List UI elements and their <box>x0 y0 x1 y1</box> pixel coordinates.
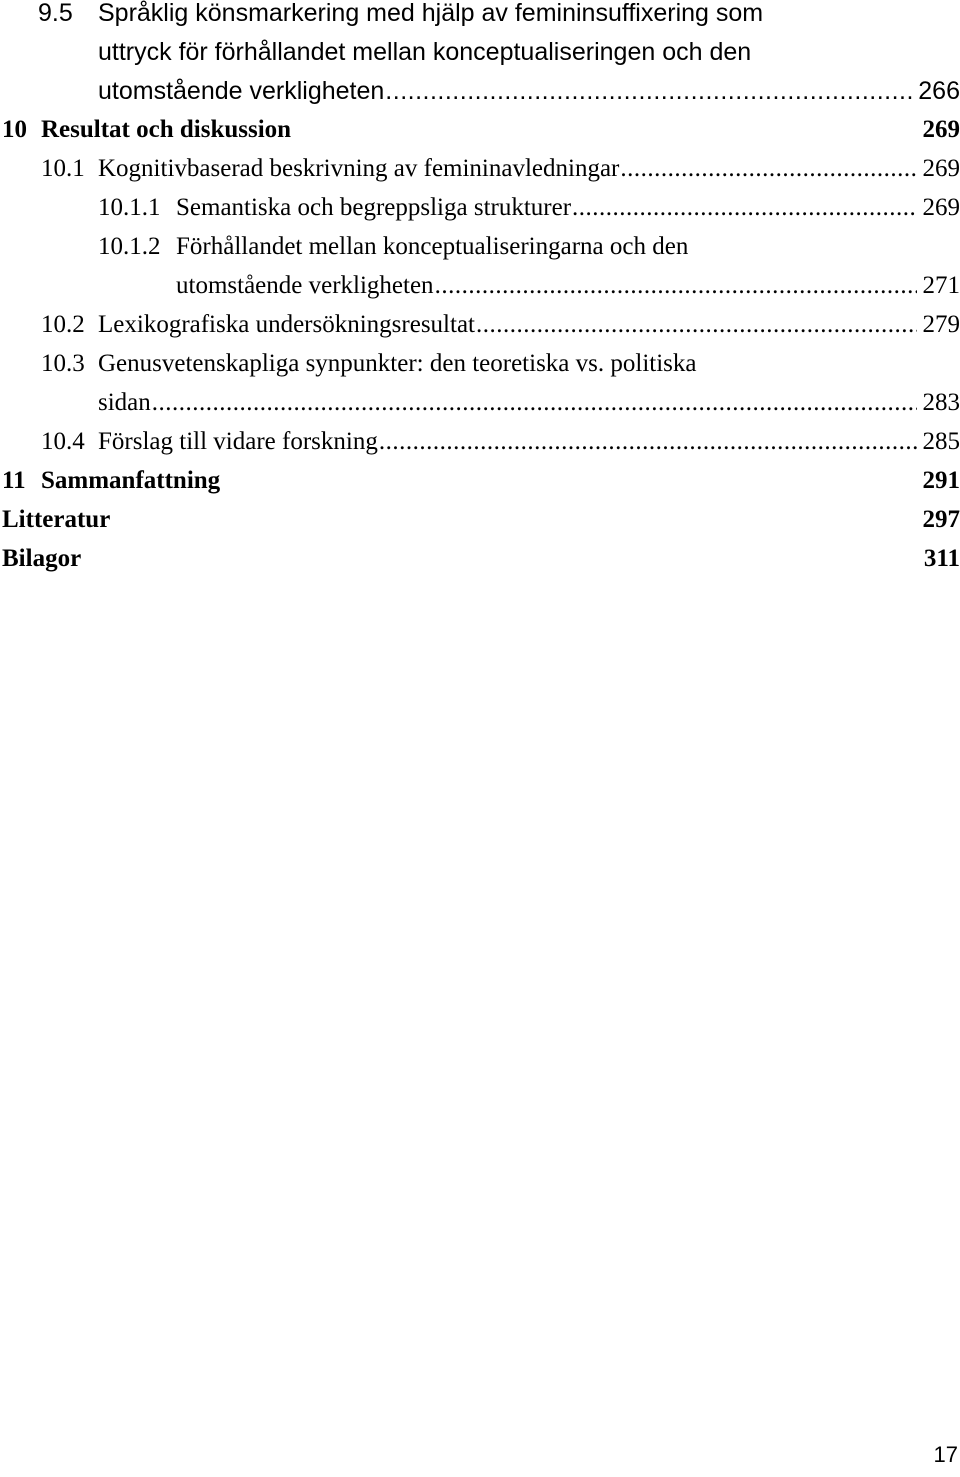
toc-entry-10-1-2[interactable] <box>0 234 960 312</box>
toc-entry-page: 279 <box>922 311 960 338</box>
toc-entry-title-line: Genusvetenskapliga synpunkter: den teoretiska vs. politiska <box>98 350 697 377</box>
toc-entry-number: 10.2 <box>41 311 85 338</box>
toc-entry-title-line: Språklig könsmarkering med hjälp av femininsuffixering som <box>98 0 764 27</box>
toc-entry-title: Bilagor <box>2 545 82 572</box>
toc-entry-number: 10.3 <box>41 350 85 377</box>
dot-leader <box>571 195 916 221</box>
toc-entry-page: 269 <box>922 155 960 182</box>
toc-entry-number: 10.1.1 <box>98 194 161 221</box>
toc-entry-page: 285 <box>922 428 960 455</box>
toc-entry-page: 311 <box>923 545 960 572</box>
toc-entry-line <box>98 156 960 182</box>
toc-entry-10-2[interactable] <box>0 312 960 351</box>
toc-entry-title: Lexikografiska undersökningsresultat <box>98 311 475 338</box>
toc-entry-title-line: Förhållandet mellan konceptualiseringarna och den <box>176 233 689 260</box>
toc-entry-page: 271 <box>922 272 960 299</box>
toc-entry-line <box>98 312 960 338</box>
toc-entry-title-line: utomstående verkligheten <box>176 272 434 299</box>
dot-leader <box>619 156 916 182</box>
dot-leader <box>475 312 917 338</box>
toc-entry-line <box>98 429 960 455</box>
toc-entry-number: 10.1 <box>41 155 85 182</box>
toc-entry-page: 291 <box>922 467 960 494</box>
toc-entry-10-3[interactable] <box>0 351 960 429</box>
dot-leader <box>378 429 917 455</box>
toc-entry-title-line: sidan <box>98 389 151 416</box>
toc-entry-title: Sammanfattning <box>41 467 221 494</box>
toc-entry-title: Kognitivbaserad beskrivning av femininavledningar <box>98 155 620 182</box>
toc-entry-last-line <box>98 390 960 416</box>
toc-entry-bilagor[interactable] <box>0 546 960 585</box>
toc-entry-9-5[interactable] <box>0 0 960 117</box>
toc-entry-title: Semantiska och begreppsliga strukturer <box>176 194 572 221</box>
toc-entry-10-4[interactable] <box>0 429 960 468</box>
toc-entry-number: 10.4 <box>41 428 85 455</box>
toc-entry-10-1[interactable] <box>0 156 960 195</box>
toc-entry-title-line: utomstående verkligheten <box>98 77 385 105</box>
toc-entry-line <box>176 195 960 221</box>
toc-entry-title: Litteratur <box>2 506 111 533</box>
dot-leader <box>384 78 912 104</box>
toc-entry-page: 266 <box>918 77 960 105</box>
dot-leader <box>434 273 917 299</box>
toc-entry-number: 11 <box>2 467 26 494</box>
toc-entry-title-line: uttryck för förhållandet mellan konceptualiseringen och den <box>98 38 752 66</box>
toc-entry-10-1-1[interactable] <box>0 195 960 234</box>
toc-entry-10[interactable] <box>0 117 960 156</box>
dot-leader <box>151 390 917 416</box>
toc-entry-litteratur[interactable] <box>0 507 960 546</box>
toc-entry-page: 297 <box>922 506 960 533</box>
toc-entry-page: 269 <box>922 194 960 221</box>
toc-entry-title: Resultat och diskussion <box>41 116 292 143</box>
toc-entry-last-line <box>176 273 960 299</box>
toc-entry-title: Förslag till vidare forskning <box>98 428 378 455</box>
toc-entry-page: 269 <box>922 116 960 143</box>
toc-entry-page: 283 <box>922 389 960 416</box>
toc-entry-number: 9.5 <box>38 0 73 27</box>
toc-entry-number: 10.1.2 <box>98 233 161 260</box>
page-number: 17 <box>933 1442 958 1467</box>
toc-entry-last-line <box>98 78 960 104</box>
toc-entry-11[interactable] <box>0 468 960 507</box>
toc-entry-number: 10 <box>2 116 27 143</box>
